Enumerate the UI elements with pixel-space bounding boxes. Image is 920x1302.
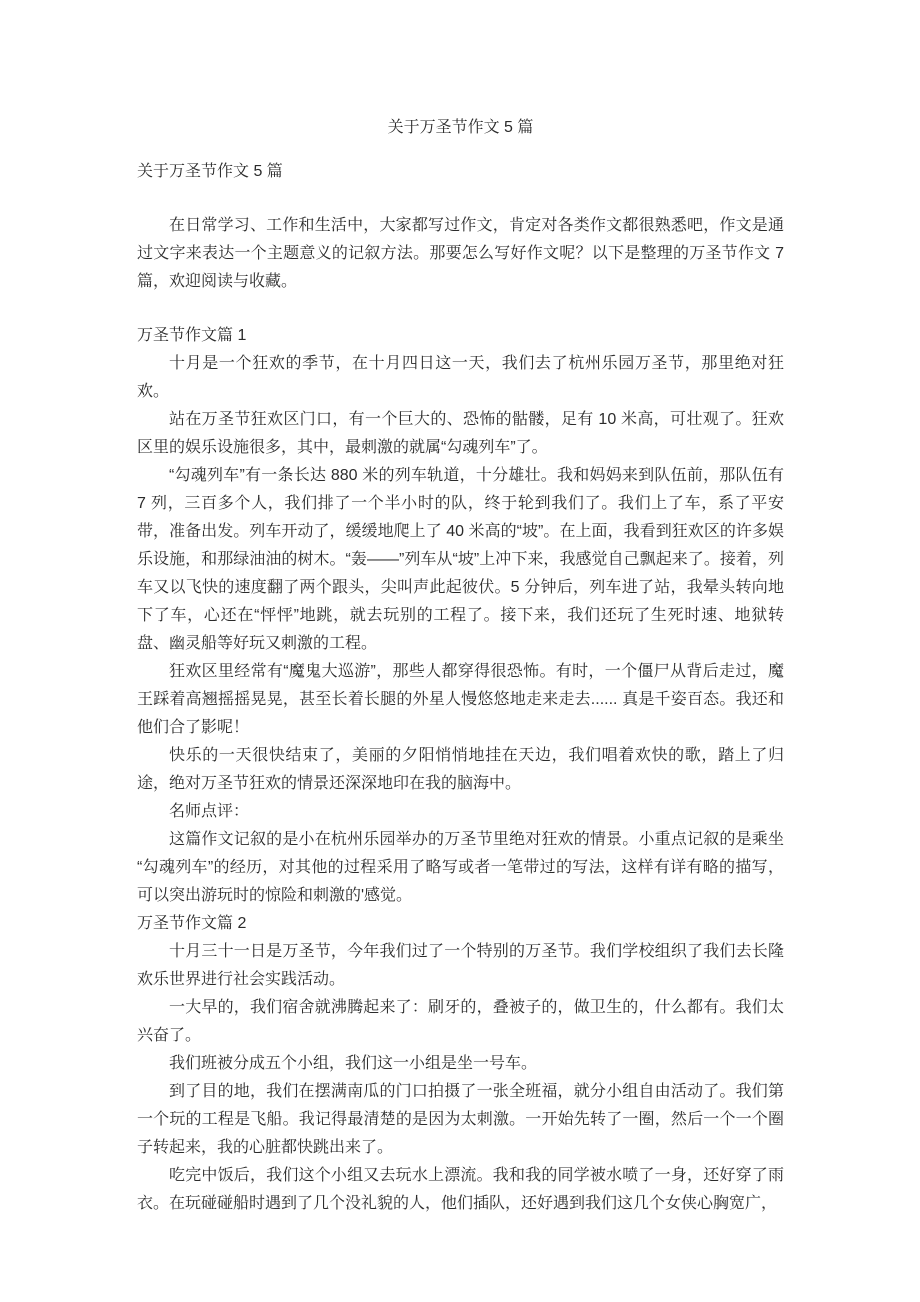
section-1-paragraph: 十月是一个狂欢的季节，在十月四日这一天，我们去了杭州乐园万圣节，那里绝对狂欢。	[137, 355, 784, 400]
intro-paragraph: 在日常学习、工作和生活中，大家都写过作文，肯定对各类作文都很熟悉吧，作文是通过文字来表达一个主题意义的记叙方法。那要怎么写好作文呢？以下是整理的万圣节作文 7 篇，欢迎阅读与收藏。	[137, 217, 784, 290]
section-2-paragraph: 十月三十一日是万圣节，今年我们过了一个特别的万圣节。我们学校组织了我们去长隆欢乐世界进行社会实践活动。	[137, 943, 784, 988]
section-1-heading: 万圣节作文篇 1	[137, 327, 247, 344]
section-2-paragraph: 我们班被分成五个小组，我们这一小组是坐一号车。	[169, 1055, 538, 1072]
section-1-paragraph: 站在万圣节狂欢区门口，有一个巨大的、恐怖的骷髅，足有 10 米高，可壮观了。狂欢区里的娱乐设施很多，其中，最刺激的就属“勾魂列车”了。	[137, 411, 784, 456]
section-1-paragraph: “勾魂列车”有一条长达 880 米的列车轨道，十分雄壮。我和妈妈来到队伍前，那队伍有 7 列，三百多个人，我们排了一个半小时的队，终于轮到我们了。我们上了车，系了平安带，准备出发。列车开动了，缓缓地爬上了 40 米高的“坡”。在上面，我看到狂欢区的许多娱乐设施，和那绿油油的树木。“轰——”列车从“坡”上冲下来，我感觉自己飘起来了。接着，列车又以飞快的速度翻了两个跟头，尖叫声此起彼伏。5 分钟后，列车进了站，我晕头转向地下了车，心还在“怦怦”地跳，就去玩别的工程了。接下来，我们还玩了生死时速、地狱转盘、幽灵船等好玩又刺激的工程。	[137, 467, 784, 652]
section-1-teacher-comment-label: 名师点评：	[169, 803, 250, 820]
section-2-heading: 万圣节作文篇 2	[137, 915, 247, 932]
document-subtitle: 关于万圣节作文 5 篇	[137, 163, 283, 180]
document-title: 关于万圣节作文 5 篇	[387, 119, 534, 136]
section-2-paragraph: 到了目的地，我们在摆满南瓜的门口拍摄了一张全班福，就分小组自由活动了。我们第一个玩的工程是飞船。我记得最清楚的是因为太刺激。一开始先转了一圈，然后一个一个圈子转起来，我的心脏都快跳出来了。	[137, 1083, 784, 1156]
section-1-teacher-comment: 这篇作文记叙的是小在杭州乐园举办的万圣节里绝对狂欢的情景。小重点记叙的是乘坐“勾魂列车”的经历，对其他的过程采用了略写或者一笔带过的写法，这样有详有略的描写，可以突出游玩时的惊险和刺激的'感觉。	[137, 831, 784, 904]
section-2-paragraph: 一大早的，我们宿舍就沸腾起来了：刷牙的，叠被子的，做卫生的，什么都有。我们太兴奋了。	[137, 999, 784, 1044]
section-1-paragraph: 狂欢区里经常有“魔鬼大巡游”，那些人都穿得很恐怖。有时，一个僵尸从背后走过，魔王踩着高翘摇摇晃晃，甚至长着长腿的外星人慢悠悠地走来走去...... 真是千姿百态。我还和他们合了影呢！	[137, 663, 784, 736]
section-1-paragraph: 快乐的一天很快结束了，美丽的夕阳悄悄地挂在天边，我们唱着欢快的歌，踏上了归途，绝对万圣节狂欢的情景还深深地印在我的脑海中。	[137, 747, 784, 792]
section-2-paragraph: 吃完中饭后，我们这个小组又去玩水上漂流。我和我的同学被水喷了一身，还好穿了雨衣。在玩碰碰船时遇到了几个没礼貌的人，他们插队，还好遇到我们这几个女侠心胸宽广，	[137, 1167, 784, 1212]
